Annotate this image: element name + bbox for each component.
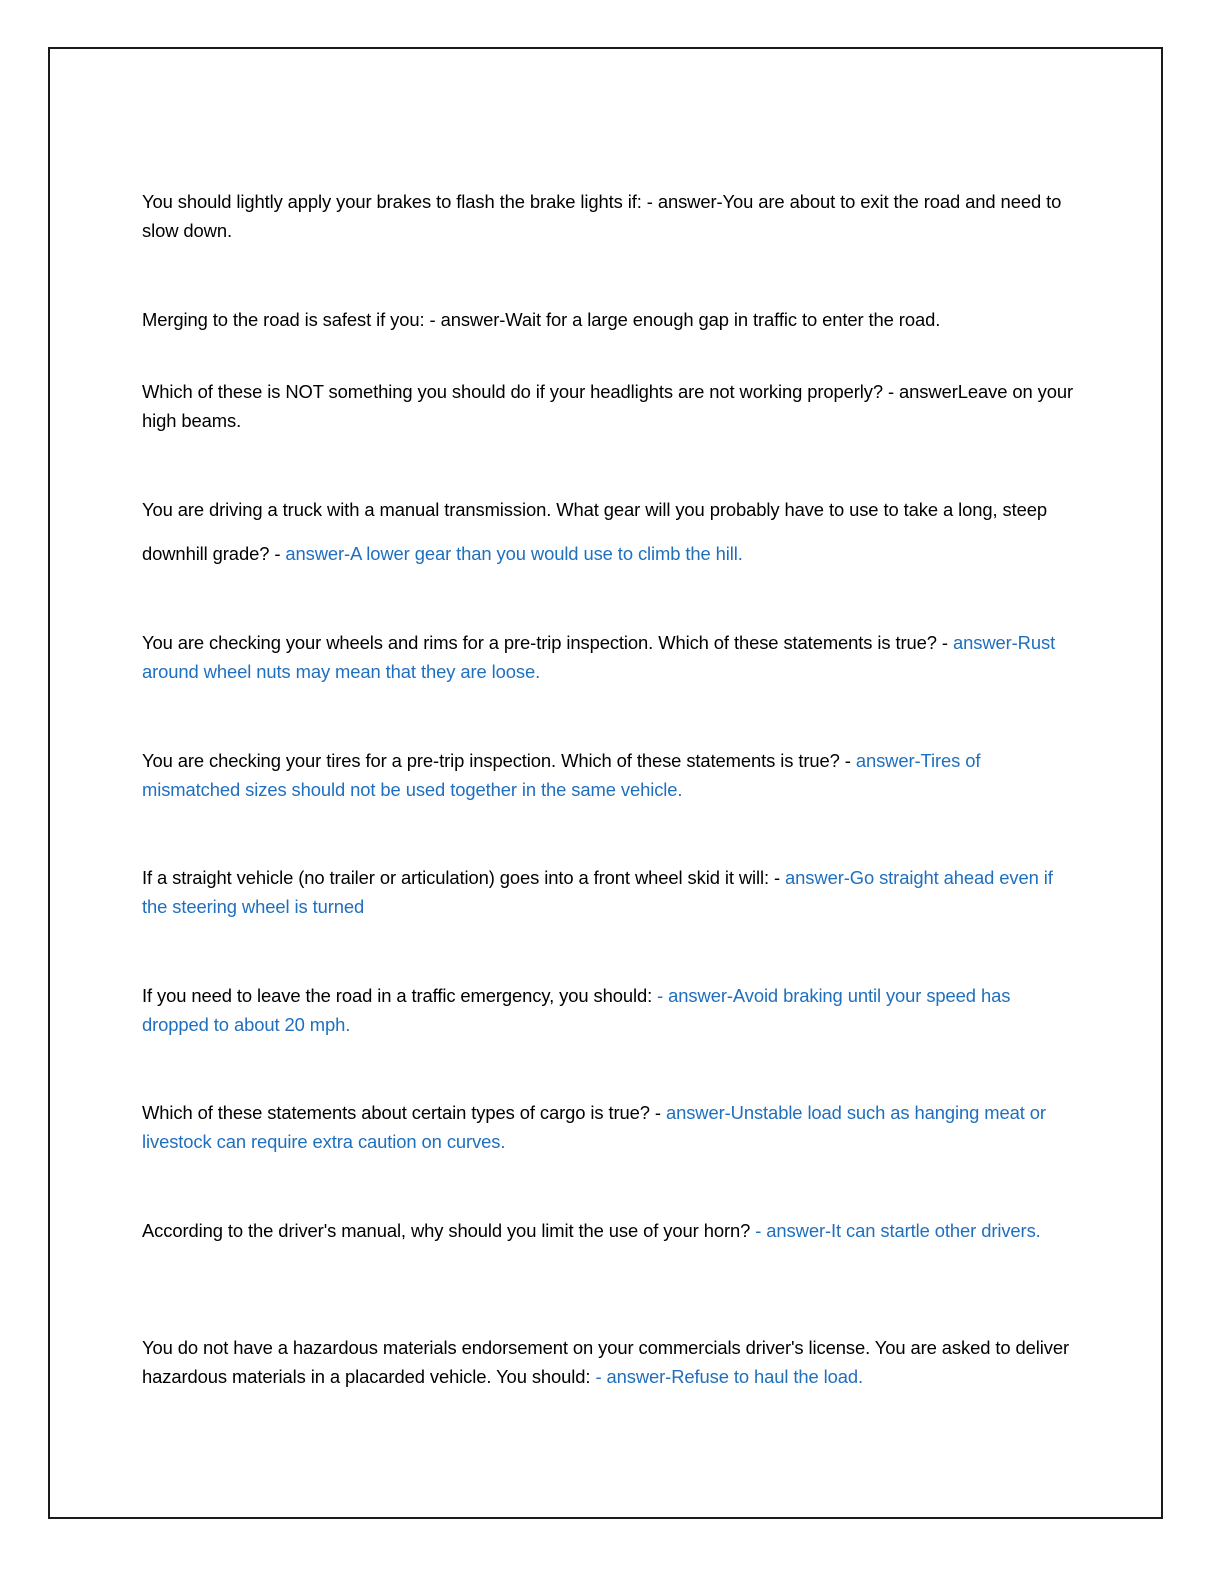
qa-item-9	[142, 1098, 1082, 1156]
answer-text: answer-Go straight ahead even if the steering wheel is turned	[142, 867, 1053, 917]
answer-text: - answer-It can startle other drivers.	[755, 1220, 1041, 1241]
qa-item-3	[142, 377, 1082, 435]
question-text: You are driving a truck with a manual transmission. What gear will you probably have to use to take a long, steep downhill grade? -	[142, 499, 1047, 564]
answer-text: answer-Wait for a large enough gap in traffic to enter the road.	[440, 309, 941, 330]
question-text: Which of these is NOT something you should do if your headlights are not working properly? -	[142, 381, 900, 402]
qa-item-10	[142, 1216, 1082, 1245]
answer-text: - answer-Refuse to haul the load.	[595, 1366, 864, 1387]
qa-item-6	[142, 746, 1082, 804]
qa-item-4	[142, 488, 1082, 576]
question-text: You are checking your tires for a pre-trip inspection. Which of these statements is true? -	[142, 750, 856, 771]
question-text: Which of these statements about certain types of cargo is true? -	[142, 1102, 666, 1123]
question-text: You are checking your wheels and rims for a pre-trip inspection. Which of these statements is true? -	[142, 632, 953, 653]
answer-text: answer-Tires of mismatched sizes should not be used together in the same vehicle.	[142, 750, 981, 800]
qa-item-7	[142, 863, 1082, 921]
question-text: You do not have a hazardous materials endorsement on your commercials driver's license. You are asked to deliver hazardous materials in a placarded vehicle. You should:	[142, 1337, 1070, 1387]
qa-item-11	[142, 1333, 1082, 1391]
question-text: If a straight vehicle (no trailer or articulation) goes into a front wheel skid it will: -	[142, 867, 786, 888]
question-text: Merging to the road is safest if you: -	[142, 309, 441, 330]
answer-text: - answer-Avoid braking until your speed has dropped to about 20 mph.	[142, 985, 1011, 1035]
answer-text: answerLeave on your high beams.	[142, 381, 1073, 431]
answer-text: answer-Rust around wheel nuts may mean that they are loose.	[142, 632, 1056, 682]
question-text: You should lightly apply your brakes to flash the brake lights if: -	[142, 191, 658, 212]
qa-item-2	[142, 305, 1082, 334]
qa-item-5	[142, 628, 1082, 686]
answer-text: answer-Unstable load such as hanging meat or livestock can require extra caution on curves.	[142, 1102, 1046, 1152]
qa-item-1	[142, 187, 1082, 245]
question-text: According to the driver's manual, why should you limit the use of your horn?	[142, 1220, 756, 1241]
answer-text: answer-You are about to exit the road and need to slow down.	[142, 191, 1062, 241]
question-text: If you need to leave the road in a traffic emergency, you should:	[142, 985, 658, 1006]
qa-item-8	[142, 981, 1082, 1039]
answer-text: answer-A lower gear than you would use to climb the hill.	[285, 543, 743, 564]
